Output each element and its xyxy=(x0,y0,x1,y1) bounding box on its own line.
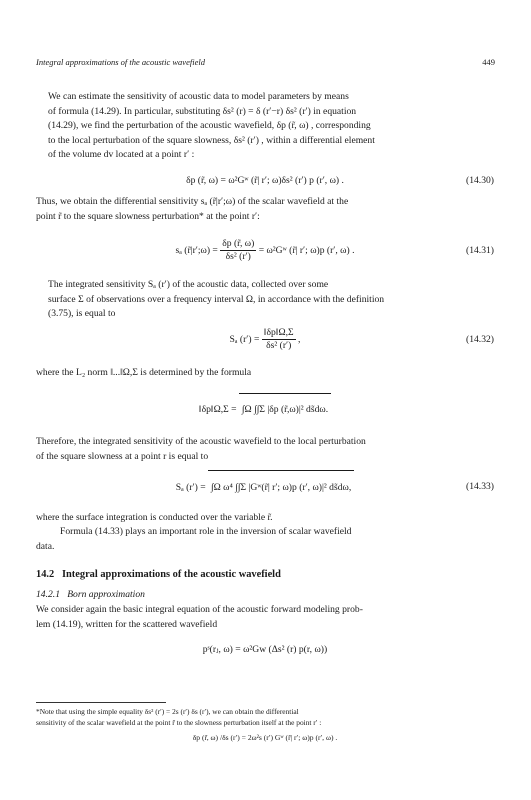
paragraph-7 xyxy=(36,525,494,554)
running-header xyxy=(36,57,495,67)
paragraph-line: Therefore, the integrated sensitivity of the acoustic wavefield to the local perturbation xyxy=(36,436,366,447)
paragraph-4 xyxy=(36,366,494,381)
footnote xyxy=(36,706,494,728)
paragraph-6 xyxy=(36,511,494,526)
equation-lhs: sₐ (r̃|r′;ω) = xyxy=(175,245,218,256)
paragraph-5 xyxy=(36,435,494,464)
equation-14-32 xyxy=(36,325,494,355)
section-heading xyxy=(36,568,494,582)
subsection-number: 14.2.1 xyxy=(36,589,60,600)
paragraph-line: to the local perturbation of the square slowness, δs² (r′) , within a differential element xyxy=(48,134,375,146)
equation-lhs: Sₐ (r′) = xyxy=(175,482,206,493)
paragraph-line: of the volume dv located at a point r′ : xyxy=(48,149,195,161)
running-header-title: Integral approximations of the acoustic wavefield xyxy=(36,57,205,67)
equation-number: (14.32) xyxy=(466,334,494,345)
paragraph-line: The integrated sensitivity Sₐ (r′) of the acoustic data, collected over some xyxy=(48,279,329,290)
paragraph-line: (14.29), we find the perturbation of the acoustic wavefield, δp (r̃, ω) , corresponding xyxy=(48,120,371,132)
fraction-numerator: δp (r̃, ω) xyxy=(222,238,255,250)
paragraph-line: of the square slowness at a point r is equal to xyxy=(36,450,209,462)
footnote-equation: δp (r̃, ω) /δs (r′) = 2ω²s (r′) Gʷ (r̃| r′; ω)p (r′, ω) . xyxy=(192,733,338,742)
equation-lhs: Sₐ (r′) = xyxy=(229,334,260,345)
fraction-numerator: ‖δp‖Ω,Σ xyxy=(263,327,294,339)
paragraph-line: Thus, we obtain the differential sensitivity sₐ (r̃|r′;ω) of the scalar wavefield at the xyxy=(36,196,349,207)
equation-body: δp (r̃, ω) = ω²Gʷ (r̃| r′; ω)δs² (r′) p (r′, ω) . xyxy=(186,175,344,186)
paragraph-line: We can estimate the sensitivity of acoustic data to model parameters by means xyxy=(48,91,349,102)
equation-body: ∫Ω ∫∫Σ |δp (r̃,ω)|² ds̃dω. xyxy=(241,404,329,415)
paragraph-line: Formula (14.33) plays an important role in the inversion of scalar wavefield xyxy=(60,526,352,537)
equation-14-33 xyxy=(36,470,494,504)
fraction-denominator: δs² (r′) xyxy=(225,251,251,263)
equation-scattered-field xyxy=(36,640,494,660)
square-root xyxy=(208,470,354,505)
equation-rhs: , xyxy=(298,334,301,345)
square-root xyxy=(239,393,331,426)
equation-rhs: = ω²Gʷ (r̃| r′; ω)p (r′, ω) . xyxy=(258,245,355,256)
paragraph-line: (3.75), is equal to xyxy=(48,308,116,320)
equation-number: (14.31) xyxy=(466,245,494,256)
paragraph-8 xyxy=(36,603,494,632)
paragraph-3 xyxy=(36,278,494,322)
equation-number: (14.33) xyxy=(466,481,494,492)
equation-body: ∫Ω ω⁴ ∫∫Σ |Gʷ(r̃| r′; ω)p (r′, ω)|² ds̃dω, xyxy=(211,482,352,493)
paragraph-line: where the L₂ norm ‖...‖Ω,Σ is determined by the formula xyxy=(36,367,252,378)
equation-norm xyxy=(36,393,494,425)
section-title: Integral approximations of the acoustic wavefield xyxy=(61,569,281,580)
equation-body: pˢ(rⱼ, ω) = ω²Gᴡ (Δs² (r) p(r, ω)) xyxy=(202,644,328,655)
paragraph-line: where the surface integration is conducted over the variable r̃. xyxy=(36,512,273,523)
subsection-title: Born approximation xyxy=(67,589,145,600)
paragraph-line: lem (14.19), written for the scattered wavefield xyxy=(36,618,218,630)
equation-fraction xyxy=(262,327,296,352)
paragraph-line: data. xyxy=(36,540,55,552)
paragraph-2 xyxy=(36,195,494,224)
equation-number: (14.30) xyxy=(466,175,494,186)
fraction-denominator: δs² (r′) xyxy=(266,340,292,352)
paragraph-line: point r̃ to the square slowness perturbation* at the point r′: xyxy=(36,210,260,222)
equation-lhs: ‖δp‖Ω,Σ = xyxy=(198,404,237,415)
paragraph-line: surface Σ of observations over a frequency interval Ω, in accordance with the definition xyxy=(48,293,385,305)
subsection-heading xyxy=(36,588,494,602)
section-number: 14.2 xyxy=(36,569,55,580)
footnote-rule xyxy=(36,702,166,703)
page-number: 449 xyxy=(482,57,495,67)
footnote-line: sensitivity of the scalar wavefield at the point r̃ to the slowness perturbation itself at the point r′ : xyxy=(36,718,322,727)
paragraph-line: of formula (14.29). In particular, substituting δs² (r) = δ (r′−r) δs² (r′) in equation xyxy=(48,105,357,117)
equation-14-31 xyxy=(36,236,494,266)
paragraph-line: We consider again the basic integral equation of the acoustic forward modeling prob- xyxy=(36,604,363,615)
equation-fraction xyxy=(220,238,256,263)
footnote-line: *Note that using the simple equality δs² (r′) = 2s (r′) δs (r′), we can obtain the differential xyxy=(36,707,299,716)
paragraph-1 xyxy=(36,90,494,163)
equation-14-30 xyxy=(36,171,494,191)
